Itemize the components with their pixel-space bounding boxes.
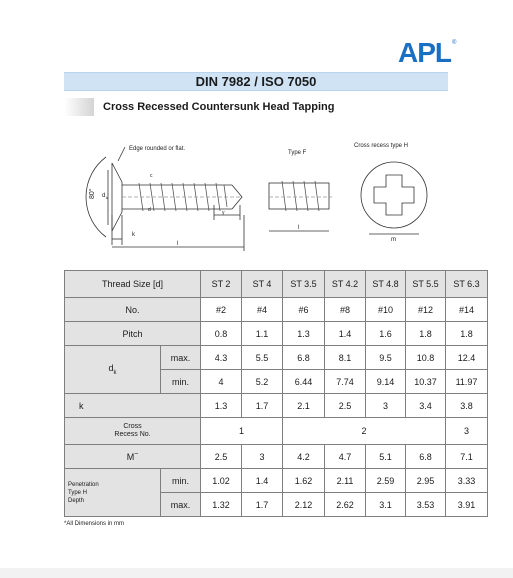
m-cell: 4.2 (283, 445, 325, 469)
m-cell: 7.1 (446, 445, 488, 469)
k-cell: 1.3 (201, 394, 242, 418)
no-cell: #6 (283, 298, 325, 322)
pen-min-cell: 2.95 (406, 469, 446, 493)
pen-min-cell: 1.02 (201, 469, 242, 493)
edge-label: Edge rounded or flat. (129, 146, 186, 152)
k-cell: 3.4 (406, 394, 446, 418)
dk-min-cell: 5.2 (242, 370, 283, 394)
size-header: ST 2 (201, 271, 242, 298)
no-cell: #4 (242, 298, 283, 322)
m-symbol: M (126, 452, 135, 462)
cross-recess-no-label (65, 418, 201, 445)
registered-mark: ® (452, 40, 457, 46)
dk-min-cell: 4 (201, 370, 242, 394)
k-cell: 3 (366, 394, 406, 418)
pen-min-cell: 1.62 (283, 469, 325, 493)
pen-max-label: max. (161, 493, 201, 517)
penetration-depth-label (65, 469, 161, 517)
k-cell: 1.7 (242, 394, 283, 418)
m-cell: 6.8 (406, 445, 446, 469)
type-f-l-label: l (298, 225, 300, 231)
no-label: No. (65, 298, 201, 322)
pitch-cell: 1.8 (406, 322, 446, 346)
pen-min-label: min. (161, 469, 201, 493)
pen-min-cell: 3.33 (446, 469, 488, 493)
size-header: ST 4 (242, 271, 283, 298)
dk-min-cell: 9.14 (366, 370, 406, 394)
pitch-cell: 1.1 (242, 322, 283, 346)
table-row (65, 322, 488, 346)
size-header: ST 3.5 (283, 271, 325, 298)
dk-symbol: d (108, 363, 114, 374)
dk-max-cell: 5.5 (242, 346, 283, 370)
page-subtitle: Cross Recessed Countersunk Head Tapping (103, 101, 335, 113)
k-row-label: k (65, 394, 201, 418)
y-label: y (222, 210, 225, 216)
dk-label (65, 346, 161, 394)
no-cell: #2 (201, 298, 242, 322)
table-row (65, 298, 488, 322)
pen-min-cell: 2.59 (366, 469, 406, 493)
m-row-label (65, 445, 201, 469)
dk-max-cell: 4.3 (201, 346, 242, 370)
dk-max-cell: 6.8 (283, 346, 325, 370)
pen-max-cell: 3.1 (366, 493, 406, 517)
k-label: k (132, 232, 135, 238)
pitch-cell: 1.8 (446, 322, 488, 346)
angle-label: 80° (89, 188, 96, 199)
pitch-cell: 1.6 (366, 322, 406, 346)
no-cell: #10 (366, 298, 406, 322)
dk-min-cell: 10.37 (406, 370, 446, 394)
table-row (65, 469, 488, 493)
m-cell: 2.5 (201, 445, 242, 469)
dk-min-label: min. (161, 370, 201, 394)
m-mark: ~ (134, 451, 139, 458)
thread-size-header: Thread Size [d] (65, 271, 201, 298)
page-title: DIN 7982 / ISO 7050 (195, 74, 317, 89)
size-header: ST 4.2 (325, 271, 366, 298)
dk-min-cell: 11.97 (446, 370, 488, 394)
subtitle-gradient-bar (64, 98, 94, 116)
pitch-cell: 1.4 (325, 322, 366, 346)
cross-recess-drawing (361, 162, 427, 234)
m-cell: 4.7 (325, 445, 366, 469)
no-cell: #12 (406, 298, 446, 322)
size-header: ST 4.8 (366, 271, 406, 298)
pen-max-cell: 1.32 (201, 493, 242, 517)
k-cell: 3.8 (446, 394, 488, 418)
apl-logo (398, 37, 457, 68)
bottom-strip (0, 568, 513, 578)
pen-max-cell: 1.7 (242, 493, 283, 517)
pen-label-line-1: Penetration (68, 481, 99, 488)
pen-label-line-2: Type H (68, 489, 88, 496)
footnote: *All Dimensions in mm (64, 521, 125, 527)
logo-text: APL (398, 37, 451, 68)
no-cell: #8 (325, 298, 366, 322)
d-label: d (148, 207, 151, 213)
pen-min-cell: 2.11 (325, 469, 366, 493)
recess-label-line-1: Cross (123, 423, 142, 430)
size-header: ST 6.3 (446, 271, 488, 298)
dk-drawing-sub: k (106, 195, 108, 200)
type-f-drawing (269, 181, 332, 231)
recess-cell: 2 (283, 418, 446, 445)
dk-max-cell: 8.1 (325, 346, 366, 370)
table-row (65, 394, 488, 418)
cross-recess-label: Cross recess type H (354, 143, 409, 149)
m-drawing-label: m (391, 237, 396, 243)
pitch-label: Pitch (65, 322, 201, 346)
type-f-label: Type F (288, 150, 307, 156)
pen-min-cell: 1.4 (242, 469, 283, 493)
dk-max-label: max. (161, 346, 201, 370)
no-cell: #14 (446, 298, 488, 322)
recess-cell: 3 (446, 418, 488, 445)
dk-sub: k (113, 369, 117, 376)
recess-label-line-2: Recess No. (114, 431, 151, 438)
dk-max-cell: 9.5 (366, 346, 406, 370)
size-header: ST 5.5 (406, 271, 446, 298)
table-row (65, 445, 488, 469)
pen-max-cell: 2.12 (283, 493, 325, 517)
dk-min-cell: 6.44 (283, 370, 325, 394)
technical-drawing (64, 135, 448, 260)
screw-drawing (86, 147, 244, 251)
m-cell: 5.1 (366, 445, 406, 469)
title-bar (64, 72, 448, 91)
l-label: l (177, 241, 179, 247)
pen-max-cell: 3.91 (446, 493, 488, 517)
dk-max-cell: 10.8 (406, 346, 446, 370)
dk-drawing-label: d (102, 193, 106, 199)
dk-max-cell: 12.4 (446, 346, 488, 370)
pitch-cell: 0.8 (201, 322, 242, 346)
pen-label-line-3: Depth (68, 497, 85, 504)
m-cell: 3 (242, 445, 283, 469)
pen-max-cell: 3.53 (406, 493, 446, 517)
dk-min-cell: 7.74 (325, 370, 366, 394)
recess-cell: 1 (201, 418, 283, 445)
c-label: c (150, 173, 153, 179)
k-cell: 2.5 (325, 394, 366, 418)
k-cell: 2.1 (283, 394, 325, 418)
spec-table (64, 270, 488, 517)
header-row (65, 271, 488, 298)
pen-max-cell: 2.62 (325, 493, 366, 517)
pitch-cell: 1.3 (283, 322, 325, 346)
table-row (65, 346, 488, 370)
table-row (65, 418, 488, 445)
